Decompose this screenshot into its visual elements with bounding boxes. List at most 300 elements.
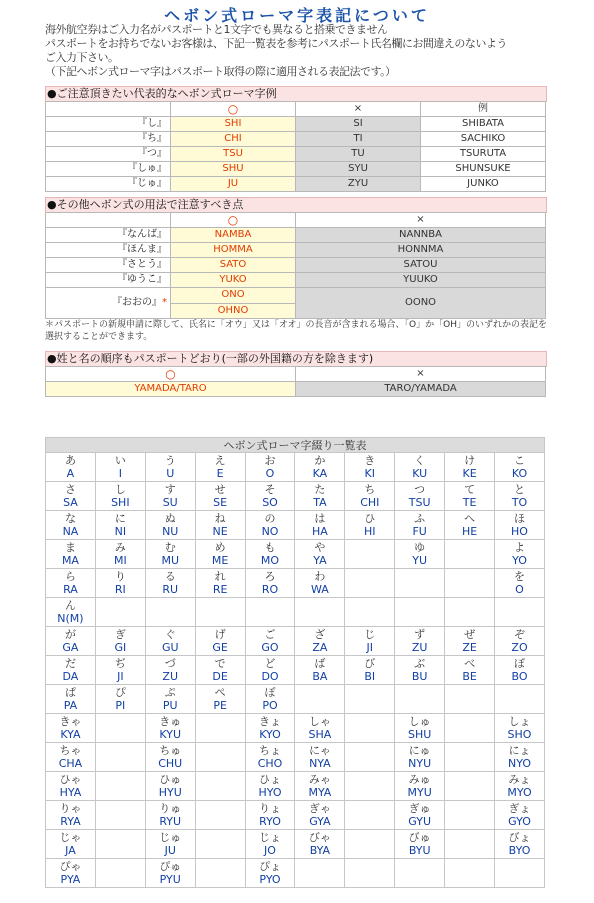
kana-cell [445, 859, 495, 888]
kana-label: 『つ』 [46, 147, 171, 162]
kana-romaji: RYU [159, 815, 182, 828]
kana-romaji: NO [261, 525, 279, 538]
kana-char: い [114, 454, 126, 467]
kana-cell [345, 801, 395, 830]
kana-char: ぴゃ [59, 860, 82, 873]
kana-cell [245, 569, 295, 598]
kana-romaji: U [166, 467, 175, 480]
table-row [46, 540, 545, 569]
empty-cell [46, 102, 171, 117]
kana-cell [95, 714, 145, 743]
kana-cell [495, 627, 545, 656]
kana-cell [245, 540, 295, 569]
kana-romaji: PI [115, 699, 126, 712]
kana-char: ちゃ [59, 744, 82, 757]
incorrect-romaji: TI [296, 132, 421, 147]
kana-char: みゅ [408, 773, 431, 786]
kana-cell [495, 598, 545, 627]
kana-char: みゃ [308, 773, 331, 786]
kana-cell [495, 540, 545, 569]
kana-romaji: MU [161, 554, 179, 567]
kana-cell [295, 830, 345, 859]
kana-char: りょ [259, 802, 281, 815]
kana-cell [195, 714, 245, 743]
kana-romaji: YA [313, 554, 327, 567]
kana-char: あ [64, 454, 76, 467]
kana-romaji: SHA [308, 728, 332, 741]
kana-romaji: MYO [507, 786, 532, 799]
kana-char: ま [64, 541, 76, 554]
table-row [46, 772, 545, 801]
kana-char: と [514, 483, 525, 496]
kana-cell [46, 569, 96, 598]
kana-romaji: SO [262, 496, 278, 509]
kana-romaji: HA [312, 525, 328, 538]
kana-cell [295, 627, 345, 656]
kana-cell [95, 656, 145, 685]
kana-cell [345, 627, 395, 656]
kana-cell [295, 598, 345, 627]
kana-romaji: ZO [511, 641, 528, 654]
kana-romaji: KO [511, 467, 528, 480]
kana-romaji: CHO [257, 757, 283, 770]
representative-table [45, 101, 546, 192]
kana-char: な [64, 512, 76, 525]
kana-char: しゃ [308, 715, 331, 728]
table-row [46, 453, 545, 482]
kana-romaji: PYA [60, 873, 81, 886]
kana-romaji: SHO [507, 728, 532, 741]
kana-cell [245, 743, 295, 772]
kana-romaji: HYU [158, 786, 182, 799]
kana-cell [195, 801, 245, 830]
kana-char: る [164, 570, 176, 583]
kana-cell [395, 685, 445, 714]
kana-cell [445, 685, 495, 714]
kana-cell [295, 859, 345, 888]
kana-cell [495, 830, 545, 859]
kana-romaji: KYO [259, 728, 281, 741]
kana-cell [395, 511, 445, 540]
kana-cell [345, 569, 395, 598]
kana-cell [495, 569, 545, 598]
table-row [46, 859, 545, 888]
kana-cell [245, 627, 295, 656]
kana-char: め [214, 541, 226, 554]
kana-char: や [314, 541, 326, 554]
kana-char: しょ [508, 715, 531, 728]
kana-cell [445, 830, 495, 859]
kana-cell [145, 569, 195, 598]
kana-char: ぴ [114, 686, 126, 699]
kana-char: ひょ [259, 773, 281, 786]
intro-text [45, 23, 555, 79]
kana-cell [395, 830, 445, 859]
name-order-table [45, 366, 546, 397]
kana-cell [295, 511, 345, 540]
example-romaji: TSURUTA [421, 147, 546, 162]
kana-cell [46, 453, 96, 482]
correct-romaji: SHU [171, 162, 296, 177]
kana-cell [95, 511, 145, 540]
kana-cell [395, 453, 445, 482]
kana-cell [345, 743, 395, 772]
kana-char: きゃ [59, 715, 82, 728]
kana-char: ぎょ [508, 802, 531, 815]
kana-cell [495, 482, 545, 511]
kana-table-title: ヘボン式ローマ字綴り一覧表 [46, 438, 545, 453]
kana-cell [245, 830, 295, 859]
kana-cell [445, 482, 495, 511]
kana-char: りゅ [159, 802, 182, 815]
kana-cell [345, 598, 395, 627]
kana-cell [295, 801, 345, 830]
kana-char: も [264, 541, 276, 554]
kana-cell [245, 598, 295, 627]
kana-cell [95, 685, 145, 714]
kana-cell [445, 801, 495, 830]
correct-romaji: SHI [171, 117, 296, 132]
kana-label: 『ほんま』 [46, 243, 171, 258]
kana-romaji: PO [262, 699, 278, 712]
kana-char: ちょ [259, 744, 281, 757]
kana-romaji: TA [313, 496, 327, 509]
kana-char: ぜ [464, 628, 476, 641]
kana-cell [345, 482, 395, 511]
kana-romaji: NYA [309, 757, 331, 770]
kana-cell [245, 482, 295, 511]
kana-romaji: BYA [309, 844, 331, 857]
kana-label-text: 『おおの』 [112, 297, 162, 308]
correct-romaji: SATO [171, 258, 296, 273]
kana-cell [46, 830, 96, 859]
kana-romaji: JU [164, 844, 176, 857]
kana-romaji: NI [114, 525, 127, 538]
kana-label: 『ち』 [46, 132, 171, 147]
kana-cell [395, 743, 445, 772]
kana-char: く [414, 454, 426, 467]
table-header-row [46, 367, 546, 382]
table-row [46, 569, 545, 598]
table-row [46, 177, 546, 192]
incorrect-romaji: OONO [296, 288, 546, 319]
table-row [46, 228, 546, 243]
kana-char: ぎゃ [308, 802, 331, 815]
table-header-row [46, 102, 546, 117]
kana-romaji: A [66, 467, 75, 480]
kana-romaji: DE [212, 670, 228, 683]
kana-romaji: GE [212, 641, 228, 654]
kana-romaji: PA [63, 699, 78, 712]
incorrect-romaji: NANNBA [296, 228, 546, 243]
kana-char: ば [314, 657, 326, 670]
kana-cell [95, 859, 145, 888]
kana-romaji: YU [412, 554, 428, 567]
correct-romaji: NAMBA [171, 228, 296, 243]
kana-cell [245, 656, 295, 685]
kana-cell [395, 540, 445, 569]
kana-cell [195, 569, 245, 598]
kana-char: が [64, 628, 76, 641]
kana-cell [95, 540, 145, 569]
correct-romaji: TSU [171, 147, 296, 162]
kana-char: ちゅ [159, 744, 182, 757]
kana-cell [95, 453, 145, 482]
kana-cell [95, 627, 145, 656]
kana-romaji: NYU [408, 757, 432, 770]
kana-char: ひゃ [59, 773, 82, 786]
incorrect-romaji: SATOU [296, 258, 546, 273]
table-row [46, 743, 545, 772]
incorrect-romaji: SYU [296, 162, 421, 177]
correct-romaji: ONO [171, 288, 296, 304]
kana-char: ひゅ [159, 773, 182, 786]
kana-char: り [114, 570, 126, 583]
kana-romaji: RI [114, 583, 126, 596]
table-row [46, 656, 545, 685]
kana-cell [145, 482, 195, 511]
kana-char: びゃ [308, 831, 331, 844]
kana-romaji: TE [462, 496, 477, 509]
kana-char: しゅ [408, 715, 431, 728]
kana-char: き [364, 454, 376, 467]
kana-romaji: BYO [508, 844, 531, 857]
kana-label: 『しゅ』 [46, 162, 171, 177]
kana-romaji: RYA [60, 815, 81, 828]
example-romaji: SHIBATA [421, 117, 546, 132]
kana-cell [145, 511, 195, 540]
incorrect-romaji: YUUKO [296, 273, 546, 288]
kana-romaji: TO [511, 496, 528, 509]
kana-char: ぎゅ [408, 802, 431, 815]
kana-cell [195, 772, 245, 801]
incorrect-romaji: TU [296, 147, 421, 162]
table-header-row [46, 438, 545, 453]
kana-cell [295, 482, 345, 511]
table-row [46, 685, 545, 714]
table-row [46, 511, 545, 540]
table-row [46, 273, 546, 288]
kana-char: を [514, 570, 525, 583]
correct-column-header: ○ [171, 213, 296, 228]
kana-cell [445, 598, 495, 627]
correct-name-order: YAMADA/TARO [46, 382, 296, 397]
table-row [46, 162, 546, 177]
kana-char: お [264, 454, 276, 467]
kana-char: ね [214, 512, 226, 525]
correct-column-header: ○ [46, 367, 296, 382]
kana-romaji: KU [412, 467, 428, 480]
kana-char: し [114, 483, 126, 496]
kana-cell [46, 540, 96, 569]
other-usage-table [45, 212, 546, 319]
empty-cell [46, 213, 171, 228]
intro-line: 海外航空券はご入力名がパスポートと1文字でも異なると搭乗できません [45, 23, 388, 36]
incorrect-name-order: TARO/YAMADA [296, 382, 546, 397]
kana-cell [295, 743, 345, 772]
hepburn-kana-table [45, 437, 545, 888]
kana-romaji: PU [162, 699, 178, 712]
kana-romaji: KYU [159, 728, 182, 741]
page-title: ヘボン式ローマ字表記について [164, 6, 430, 25]
example-column-header: 例 [421, 102, 546, 117]
kana-romaji: GA [62, 641, 79, 654]
kana-cell [145, 453, 195, 482]
kana-char: ぽ [264, 686, 276, 699]
kana-cell [445, 743, 495, 772]
kana-cell [395, 772, 445, 801]
kana-cell [295, 540, 345, 569]
example-romaji: SACHIKO [421, 132, 546, 147]
kana-romaji: KE [462, 467, 477, 480]
kana-char: ぎ [114, 628, 126, 641]
kana-romaji: BE [462, 670, 477, 683]
kana-romaji: RYO [259, 815, 281, 828]
kana-romaji: NYO [508, 757, 532, 770]
kana-char: ぞ [514, 628, 525, 641]
kana-cell [495, 801, 545, 830]
kana-cell [145, 598, 195, 627]
kana-romaji: BU [411, 670, 428, 683]
correct-romaji: OHNO [171, 303, 296, 319]
kana-cell [445, 453, 495, 482]
kana-cell [195, 627, 245, 656]
kana-cell [195, 598, 245, 627]
kana-char: ら [64, 570, 76, 583]
correct-romaji: HOMMA [171, 243, 296, 258]
kana-romaji: ZA [312, 641, 328, 654]
kana-cell [245, 801, 295, 830]
kana-cell [95, 482, 145, 511]
kana-cell [145, 540, 195, 569]
kana-char: ぢ [114, 657, 126, 670]
incorrect-romaji: ZYU [296, 177, 421, 192]
kana-romaji: GYU [408, 815, 432, 828]
kana-romaji: SA [63, 496, 78, 509]
kana-char: た [314, 483, 326, 496]
kana-cell [345, 685, 395, 714]
kana-romaji: HE [461, 525, 478, 538]
kana-cell [95, 569, 145, 598]
kana-cell [245, 772, 295, 801]
kana-cell [395, 627, 445, 656]
kana-cell [445, 569, 495, 598]
kana-char: ぱ [64, 686, 76, 699]
kana-char: じょ [259, 831, 281, 844]
kana-cell [145, 656, 195, 685]
kana-romaji: ZU [411, 641, 428, 654]
kana-romaji: CHI [360, 496, 380, 509]
kana-char: ん [64, 599, 76, 612]
kana-char: ぐ [164, 628, 176, 641]
kana-cell [445, 714, 495, 743]
kana-cell [345, 540, 395, 569]
kana-romaji: GO [261, 641, 279, 654]
kana-cell [295, 656, 345, 685]
kana-cell [445, 540, 495, 569]
kana-cell [145, 859, 195, 888]
kana-romaji: RA [63, 583, 78, 596]
kana-romaji: SE [213, 496, 228, 509]
kana-char: ぼ [514, 657, 525, 670]
kana-cell [145, 627, 195, 656]
kana-romaji: O [515, 583, 524, 596]
kana-romaji: CHA [58, 757, 83, 770]
kana-char: じゅ [159, 831, 182, 844]
intro-line: ご入力下さい。 [45, 51, 119, 64]
kana-cell [95, 830, 145, 859]
kana-char: ど [264, 657, 276, 670]
kana-cell [46, 685, 96, 714]
table-row [46, 258, 546, 273]
kana-cell [495, 714, 545, 743]
kana-char: え [214, 454, 226, 467]
kana-cell [95, 743, 145, 772]
kana-romaji: JI [366, 641, 374, 654]
kana-char: ゆ [414, 541, 426, 554]
kana-char: きょ [259, 715, 281, 728]
kana-cell [46, 656, 96, 685]
correct-romaji: CHI [171, 132, 296, 147]
table-row [46, 801, 545, 830]
kana-cell [145, 714, 195, 743]
section-header-representative: ●ご注意頂きたい代表的なヘボン式ローマ字例 [45, 86, 547, 102]
kana-char: う [164, 454, 176, 467]
example-romaji: SHUNSUKE [421, 162, 546, 177]
kana-cell [295, 772, 345, 801]
incorrect-column-header: × [296, 102, 421, 117]
kana-romaji: JO [264, 844, 276, 857]
intro-line: （下記ヘボン式ローマ字はパスポート取得の際に適用される表記法です。） [45, 65, 396, 78]
correct-column-header: ○ [171, 102, 296, 117]
kana-romaji: GU [161, 641, 179, 654]
kana-romaji: JA [65, 844, 76, 857]
kana-romaji: GYA [309, 815, 331, 828]
kana-char: ぴょ [259, 860, 281, 873]
kana-romaji: NA [62, 525, 79, 538]
kana-romaji: HI [364, 525, 376, 538]
table-row [46, 598, 545, 627]
kana-romaji: RU [162, 583, 179, 596]
kana-romaji: WA [310, 583, 329, 596]
kana-romaji: KI [364, 467, 376, 480]
kana-char: ひ [364, 512, 376, 525]
kana-cell [46, 598, 96, 627]
table-row [46, 147, 546, 162]
kana-romaji: ME [211, 554, 229, 567]
kana-table-body [46, 453, 545, 888]
table-row [46, 627, 545, 656]
kana-cell [145, 830, 195, 859]
kana-cell [345, 859, 395, 888]
kana-romaji: FU [412, 525, 427, 538]
kana-cell [245, 859, 295, 888]
kana-romaji: MA [61, 554, 79, 567]
kana-char: へ [464, 512, 476, 525]
incorrect-column-header: × [296, 367, 546, 382]
kana-char: じ [364, 628, 376, 641]
kana-cell [46, 859, 96, 888]
table-row [46, 830, 545, 859]
kana-char: れ [214, 570, 226, 583]
kana-cell [95, 772, 145, 801]
kana-romaji: RO [261, 583, 279, 596]
kana-romaji: BI [364, 670, 376, 683]
kana-cell [195, 685, 245, 714]
kana-romaji: TSU [408, 496, 431, 509]
kana-cell [145, 772, 195, 801]
kana-romaji: BYU [408, 844, 431, 857]
